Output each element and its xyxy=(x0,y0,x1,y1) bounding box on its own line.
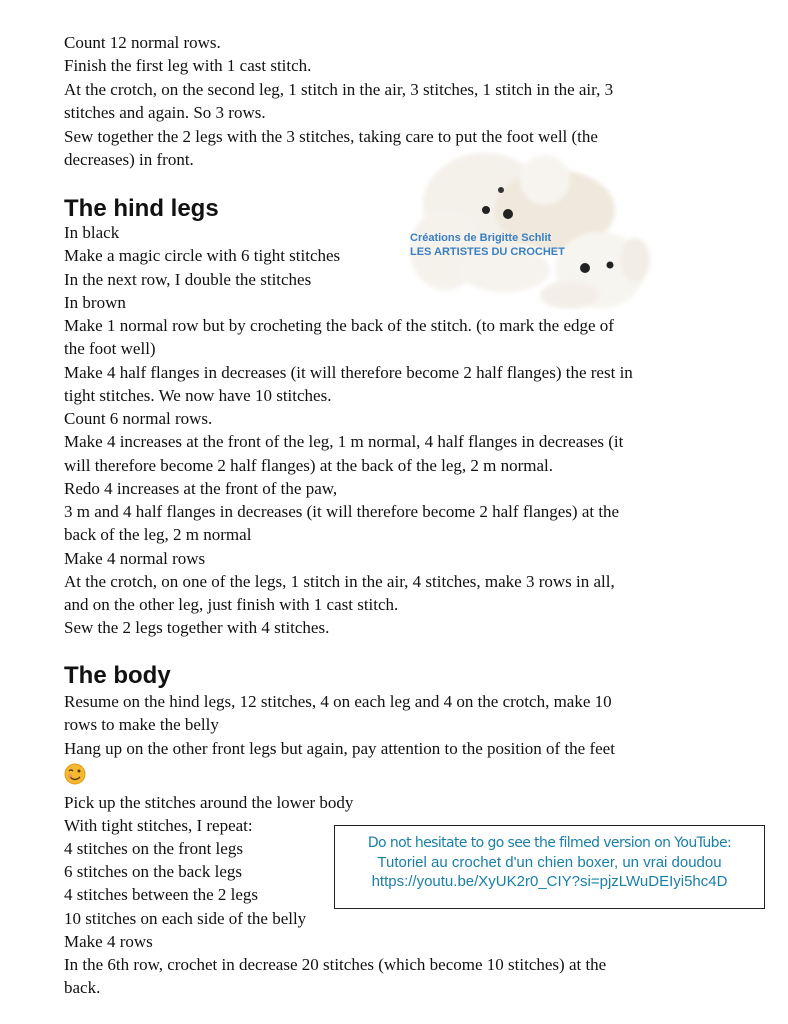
text-line: At the crotch, on one of the legs, 1 stitch in the air, 4 stitches, make 3 rows in all, xyxy=(64,571,615,591)
text-line: Sew the 2 legs together with 4 stitches. xyxy=(64,618,330,638)
text-line: Make 4 increases at the front of the leg, 1 m normal, 4 half flanges in decreases (it xyxy=(64,432,624,452)
text-line: Resume on the hind legs, 12 stitches, 4 on each leg and 4 on the crotch, make 10 xyxy=(64,692,612,711)
text-line: Pick up the stitches around the lower body xyxy=(64,793,354,812)
text-line: the foot well) xyxy=(64,339,156,359)
text-line: Count 6 normal rows. xyxy=(64,409,213,428)
text-line: will therefore become 2 half flanges) at the back of the leg, 2 m normal. xyxy=(64,455,554,475)
text-line: In brown xyxy=(64,292,126,312)
text-line: rows to make the belly xyxy=(64,715,219,735)
text-line: tight stitches. We now have 10 stitches. xyxy=(64,385,332,405)
text-line: Make 4 half flanges in decreases (it will therefore become 2 half flanges) the rest in xyxy=(64,362,633,382)
heading-hind-legs: The hind legs xyxy=(64,195,219,222)
text-line: back. xyxy=(64,977,101,997)
text-line: 4 stitches between the 2 legs xyxy=(64,885,259,905)
text-line: Redo 4 increases at the front of the paw, xyxy=(64,478,338,498)
text-line: Count 12 normal rows. xyxy=(64,33,221,52)
text-line: 3 m and 4 half flanges in decreases (it will therefore become 2 half flanges) at the xyxy=(64,502,620,521)
text-line: Sew together the 2 legs with the 3 stitches, taking care to put the foot well (the xyxy=(64,126,598,146)
text-line: With tight stitches, I repeat: xyxy=(64,816,253,836)
text-line: 6 stitches on the back legs xyxy=(64,862,242,882)
text-line: 10 stitches on each side of the belly xyxy=(64,908,307,928)
text-line: stitches and again. So 3 rows. xyxy=(64,103,266,123)
youtube-invite-text: Do not hesitate to go see the filmed version on YouTube: xyxy=(367,835,732,851)
text-line: In black xyxy=(64,223,120,242)
text-line: Make 4 normal rows xyxy=(64,548,206,568)
winking-face-emoji-icon xyxy=(64,763,86,785)
text-line: Make a magic circle with 6 tight stitches xyxy=(64,246,341,266)
text-line: Hang up on the other front legs but again, pay attention to the position of the feet xyxy=(64,738,615,758)
text-line: Finish the first leg with 1 cast stitch. xyxy=(64,56,312,76)
youtube-link[interactable]: https://youtu.be/XyUK2r0_CIY?si=pjzLWuDEIyi5hc4D xyxy=(371,873,728,890)
text-line: back of the leg, 2 m normal xyxy=(64,525,252,545)
photo-caption-brand: LES ARTISTES DU CROCHET xyxy=(410,246,565,258)
text-line: and on the other leg, just finish with 1 cast stitch. xyxy=(64,595,399,614)
youtube-callout-box xyxy=(334,825,765,909)
text-line: Make 4 rows xyxy=(64,931,153,951)
text-line: In the next row, I double the stitches xyxy=(64,269,312,289)
text-line: 4 stitches on the front legs xyxy=(64,839,243,859)
text-line: decreases) in front. xyxy=(64,150,194,169)
crochet-dogs-photo xyxy=(405,140,655,310)
youtube-video-title: Tutoriel au crochet d'un chien boxer, un vrai doudou xyxy=(377,854,722,871)
heading-body: The body xyxy=(64,662,171,689)
photo-caption-author: Créations de Brigitte Schlit xyxy=(410,232,552,244)
text-line: Make 1 normal row but by crocheting the back of the stitch. (to mark the edge of xyxy=(64,316,614,335)
text-line: At the crotch, on the second leg, 1 stitch in the air, 3 stitches, 1 stitch in the air, 3 xyxy=(64,79,614,99)
text-line: In the 6th row, crochet in decrease 20 stitches (which become 10 stitches) at the xyxy=(64,954,607,974)
